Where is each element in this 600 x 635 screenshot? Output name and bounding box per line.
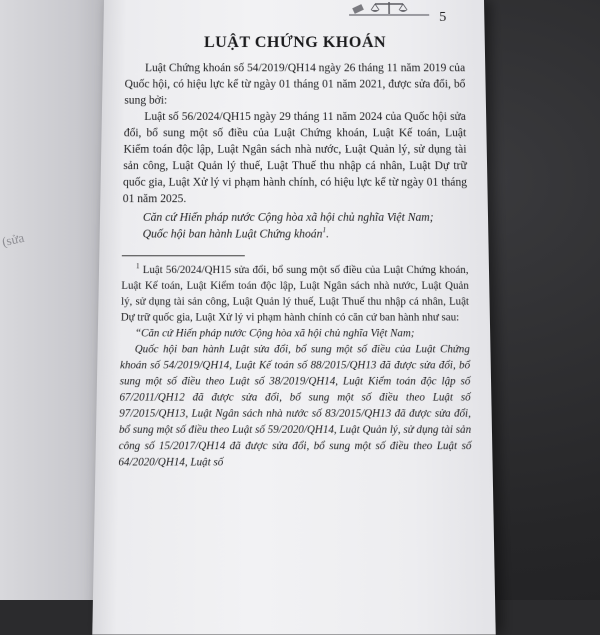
footnote-divider xyxy=(122,255,245,256)
document-title: LUẬT CHỨNG KHOÁN xyxy=(125,34,465,52)
enact-paragraph xyxy=(122,226,468,243)
footnote-text: Luật 56/2024/QH15 sửa đổi, bổ sung một số điều của Luật Chứng khoán, Luật Kế toán, Luật Kiểm toán độc lập, Luật Ngân sách nhà nước, Luật Quản lý, sử dụng tài sản công, Luật Quản lý thuế, Luật Thuế thu nhập cá nhân, Luật Dự trữ quốc gia, Luật Xử lý vi phạm hành chính có căn cứ ban hành như sau: xyxy=(121,265,469,324)
footnote-reference: 1 xyxy=(322,226,326,234)
enact-text: Quốc hội ban hành Luật Chứng khoán xyxy=(143,228,323,241)
intro-paragraph: Luật Chứng khoán số 54/2019/QH14 ngày 26 tháng 11 năm 2019 của Quốc hội, có hiệu lực kể từ ngày 01 tháng 01 năm 2021, được sửa đổi, bổ sung bởi: xyxy=(124,60,466,109)
footnote-quote-basis: “Căn cứ Hiến pháp nước Cộng hòa xã hội chủ nghĩa Việt Nam; xyxy=(120,326,469,342)
basis-paragraph: Căn cứ Hiến pháp nước Cộng hòa xã hội chủ nghĩa Việt Nam; xyxy=(122,209,467,226)
page-number: 5 xyxy=(439,10,446,26)
previous-page xyxy=(0,0,110,600)
page-content xyxy=(118,34,471,471)
amendment-paragraph: Luật số 56/2024/QH15 ngày 29 tháng 11 năm 2024 của Quốc hội sửa đổi, bổ sung một số điều của Luật Chứng khoán, Luật Kế toán, Luật Kiểm toán độc lập, Luật Ngân sách nhà nước, Luật Quản lý, sử dụng tài sản công, Luật Quản lý thuế, Luật Thuế thu nhập cá nhân, Luật Dự trữ quốc gia, Luật Xử lý vi phạm hành chính, có hiệu lực kể từ ngày 01 tháng 01 năm 2025. xyxy=(123,109,468,208)
footnote-quote-enactment: Quốc hội ban hành Luật sửa đổi, bổ sung một số điều của Luật Chứng khoán số 54/2019/QH14, Luật Kế toán số 88/2015/QH13 đã được sửa đổi, bổ sung một số điều theo Luật số 38/2019/QH14, Luật Kiểm toán độc lập số 67/2011/QH12 đã được sửa đổi, bổ sung một số điều theo Luật số 97/2015/QH13, Luật Ngân sách nhà nước số 83/2015/QH13 đã được sửa đổi, bổ sung một số điều theo Luật số 59/2020/QH14, Luật Quản lý, sử dụng tài sản công số 15/2017/QH14 đã được sửa đổi, bổ sung một số điều theo Luật số 64/2020/QH14, Luật số xyxy=(118,342,471,471)
scales-of-justice-icon xyxy=(349,0,429,22)
previous-page-fragment: (sửa xyxy=(1,230,26,250)
footnote-paragraph xyxy=(121,263,470,326)
book-page xyxy=(92,0,495,635)
enact-punctuation: . xyxy=(326,228,329,241)
footnote-marker: 1 xyxy=(136,262,140,270)
